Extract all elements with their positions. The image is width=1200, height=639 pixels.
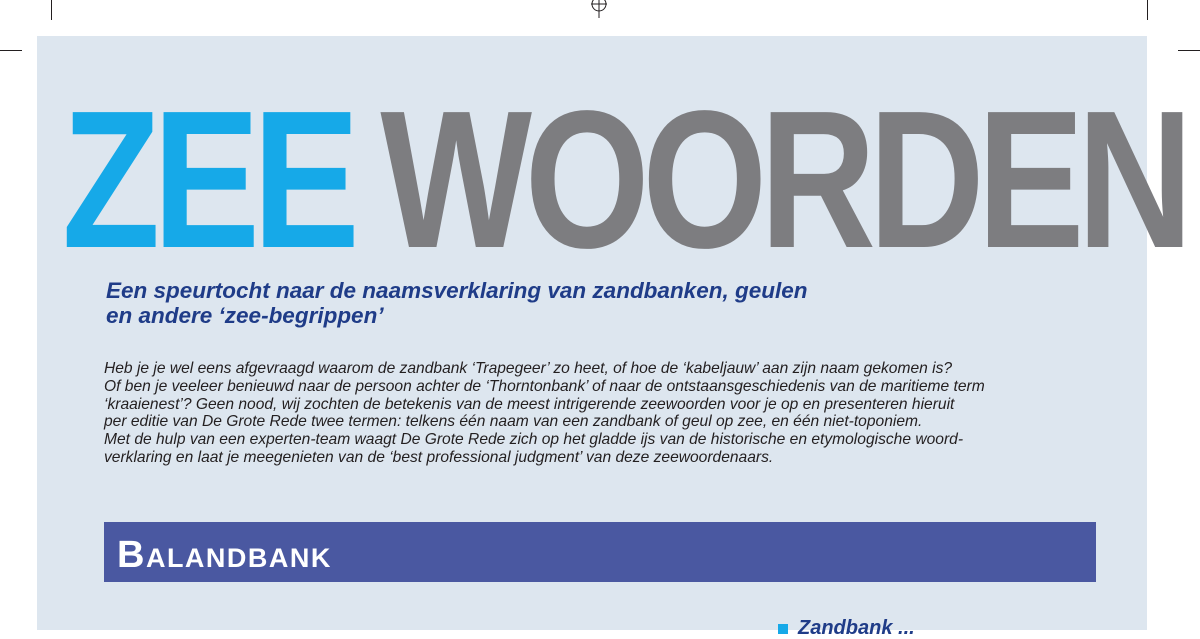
page-title [62,70,1186,289]
section-heading: Balandbank [117,534,332,576]
intro-line: Heb je je wel eens afgevraagd waarom de zandbank ‘Trapegeer’ zo heet, of hoe de ‘kabeljauw’ aan zijn naam gekomen is? [104,360,953,377]
title-zee: ZEE [62,70,353,289]
crop-mark-icon [0,50,22,51]
crop-mark-icon [51,0,52,20]
title-woorden: WOORDEN [380,70,1186,289]
crop-mark-icon [1147,0,1148,20]
registration-mark-icon [590,0,608,18]
intro-line: Met de hulp van een experten-team waagt De Grote Rede zich op het gladde ijs van de historische en etymologische woord- [104,431,964,449]
intro-line: verklaring en laat je meegenieten van de ‘best professional judgment’ van deze zeewoordenaars. [104,448,774,466]
cut-off-text: Zandbank ... [798,617,915,639]
bullet-icon [778,624,788,634]
section-heading-band [104,522,1096,582]
intro-paragraph [104,360,1104,467]
intro-line: per editie van De Grote Rede twee termen: telkens één naam van een zandbank of geul op zee, en één niet-toponiem. [104,413,923,431]
intro-line: Of ben je veeleer benieuwd naar de persoon achter de ‘Thorntonbank’ of naar de ontstaansgeschiedenis van de maritieme term [104,377,985,395]
subtitle [106,278,926,328]
crop-mark-icon [1178,50,1200,51]
intro-line: ‘kraaienest’? Geen nood, wij zochten de betekenis van de meest intrigerende zeewoorden voor je op en presenteren hieruit [104,395,955,413]
subtitle-line-1: Een speurtocht naar de naamsverklaring van zandbanken, geulen [106,278,808,303]
subtitle-line-2: en andere ‘zee-begrippen’ [106,303,384,328]
